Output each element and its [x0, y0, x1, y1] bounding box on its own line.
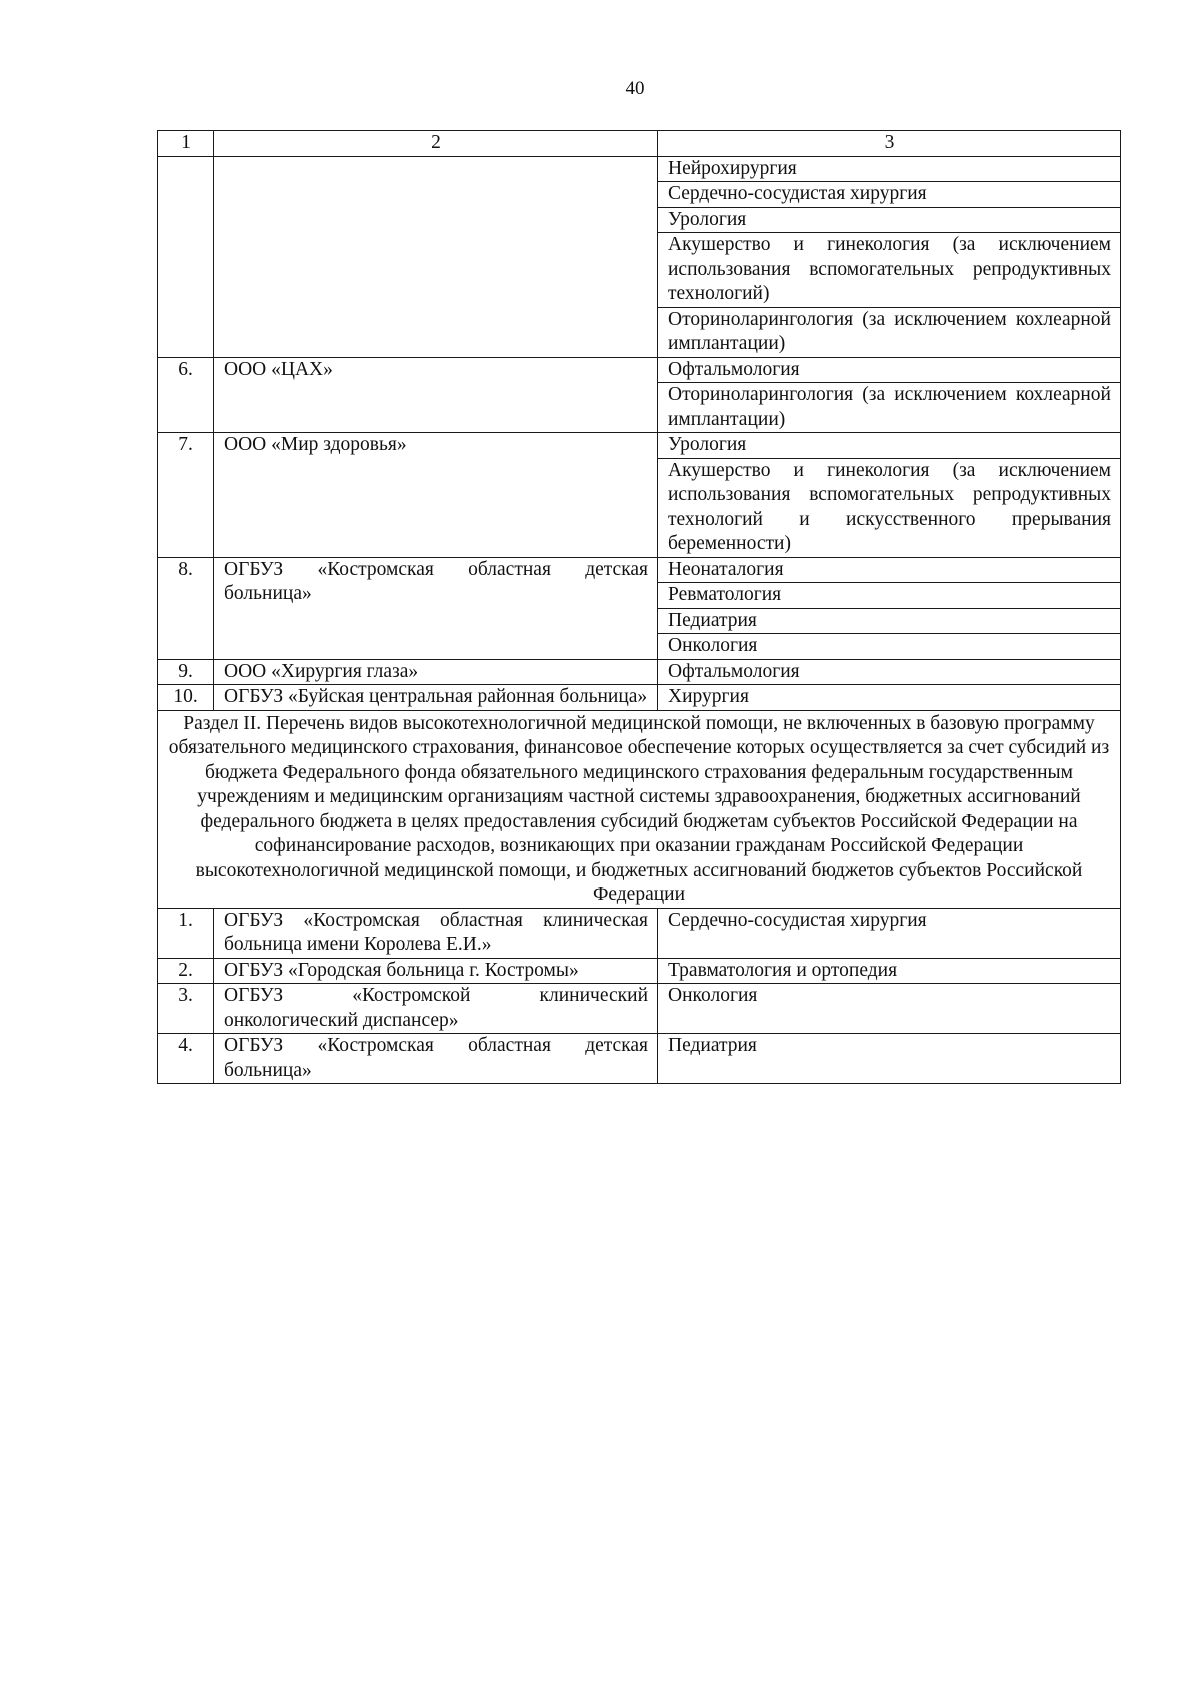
row-number-cell: 10. [158, 685, 214, 711]
row-number-cell: 6. [158, 357, 214, 433]
table-row [158, 685, 1121, 711]
row-number-cell: 4. [158, 1034, 214, 1084]
table-row [158, 984, 1121, 1034]
organization-cell: ОГБУЗ «Костромской клинический онкологический диспансер» [214, 984, 658, 1034]
row-number-cell: 2. [158, 958, 214, 984]
specialty-cell: Акушерство и гинекология (за исключением использования вспомогательных репродуктивных технологий и искусственного прерывания беременности) [658, 458, 1121, 557]
table-row [158, 357, 1121, 383]
row-number-cell: 9. [158, 659, 214, 685]
table-row [158, 433, 1121, 459]
specialty-cell: Онкология [658, 634, 1121, 660]
specialty-cell: Оториноларингология (за исключением кохлеарной имплантации) [658, 383, 1121, 433]
organization-cell: ОГБУЗ «Костромская областная клиническая больница имени Королева Е.И.» [214, 908, 658, 958]
table-row [158, 1034, 1121, 1084]
specialty-cell: Педиатрия [658, 608, 1121, 634]
specialty-cell: Сердечно-сосудистая хирургия [658, 908, 1121, 958]
specialty-cell: Онкология [658, 984, 1121, 1034]
organization-cell: ОГБУЗ «Городская больница г. Костромы» [214, 958, 658, 984]
medical-organizations-table [157, 130, 1121, 1084]
organization-cell: ОГБУЗ «Буйская центральная районная больница» [214, 685, 658, 711]
organization-cell [214, 156, 658, 357]
organization-cell: ОГБУЗ «Костромская областная детская больница» [214, 557, 658, 659]
row-number-cell: 3. [158, 984, 214, 1034]
specialty-cell: Ревматология [658, 583, 1121, 609]
column-header-1: 1 [158, 131, 214, 157]
row-number-cell: 1. [158, 908, 214, 958]
column-header-3: 3 [658, 131, 1121, 157]
table-row [158, 557, 1121, 583]
table-row [158, 908, 1121, 958]
specialty-cell: Хирургия [658, 685, 1121, 711]
specialty-cell: Оториноларингология (за исключением кохлеарной имплантации) [658, 307, 1121, 357]
page-number: 40 [625, 78, 645, 99]
organization-cell: ОГБУЗ «Костромская областная детская больница» [214, 1034, 658, 1084]
specialty-cell: Офтальмология [658, 357, 1121, 383]
row-number-cell: 7. [158, 433, 214, 558]
table-row [158, 156, 1121, 182]
table-row [158, 659, 1121, 685]
section-2-title: Раздел II. Перечень видов высокотехнологичной медицинской помощи, не включенных в базовую программу обязательного медицинского страхования, финансовое обеспечение которых осуществляется за счет субсидий из бюджета Федерального фонда обязательного медицинского страхования федеральным государственным учреждениям и медицинским организациям частной системы здравоохранения, бюджетных ассигнований федерального бюджета в целях предоставления субсидий бюджетам субъектов Российской Федерации на софинансирование расходов, возникающих при оказании гражданам Российской Федерации высокотехнологичной медицинской помощи, и бюджетных ассигнований бюджетов субъектов Российской Федерации [158, 710, 1121, 908]
row-number-cell: 8. [158, 557, 214, 659]
specialty-cell: Урология [658, 433, 1121, 459]
specialty-cell: Офтальмология [658, 659, 1121, 685]
table-header-row [158, 131, 1121, 157]
specialty-cell: Травматология и ортопедия [658, 958, 1121, 984]
table-row [158, 958, 1121, 984]
specialty-cell: Нейрохирургия [658, 156, 1121, 182]
organization-cell: ООО «Мир здоровья» [214, 433, 658, 558]
column-header-2: 2 [214, 131, 658, 157]
specialty-cell: Неонаталогия [658, 557, 1121, 583]
organization-cell: ООО «Хирургия глаза» [214, 659, 658, 685]
organization-cell: ООО «ЦАХ» [214, 357, 658, 433]
specialty-cell: Сердечно-сосудистая хирургия [658, 182, 1121, 208]
specialty-cell: Педиатрия [658, 1034, 1121, 1084]
section-heading-row [158, 710, 1121, 908]
specialty-cell: Урология [658, 207, 1121, 233]
row-number-cell [158, 156, 214, 357]
specialty-cell: Акушерство и гинекология (за исключением использования вспомогательных репродуктивных технологий) [658, 233, 1121, 308]
